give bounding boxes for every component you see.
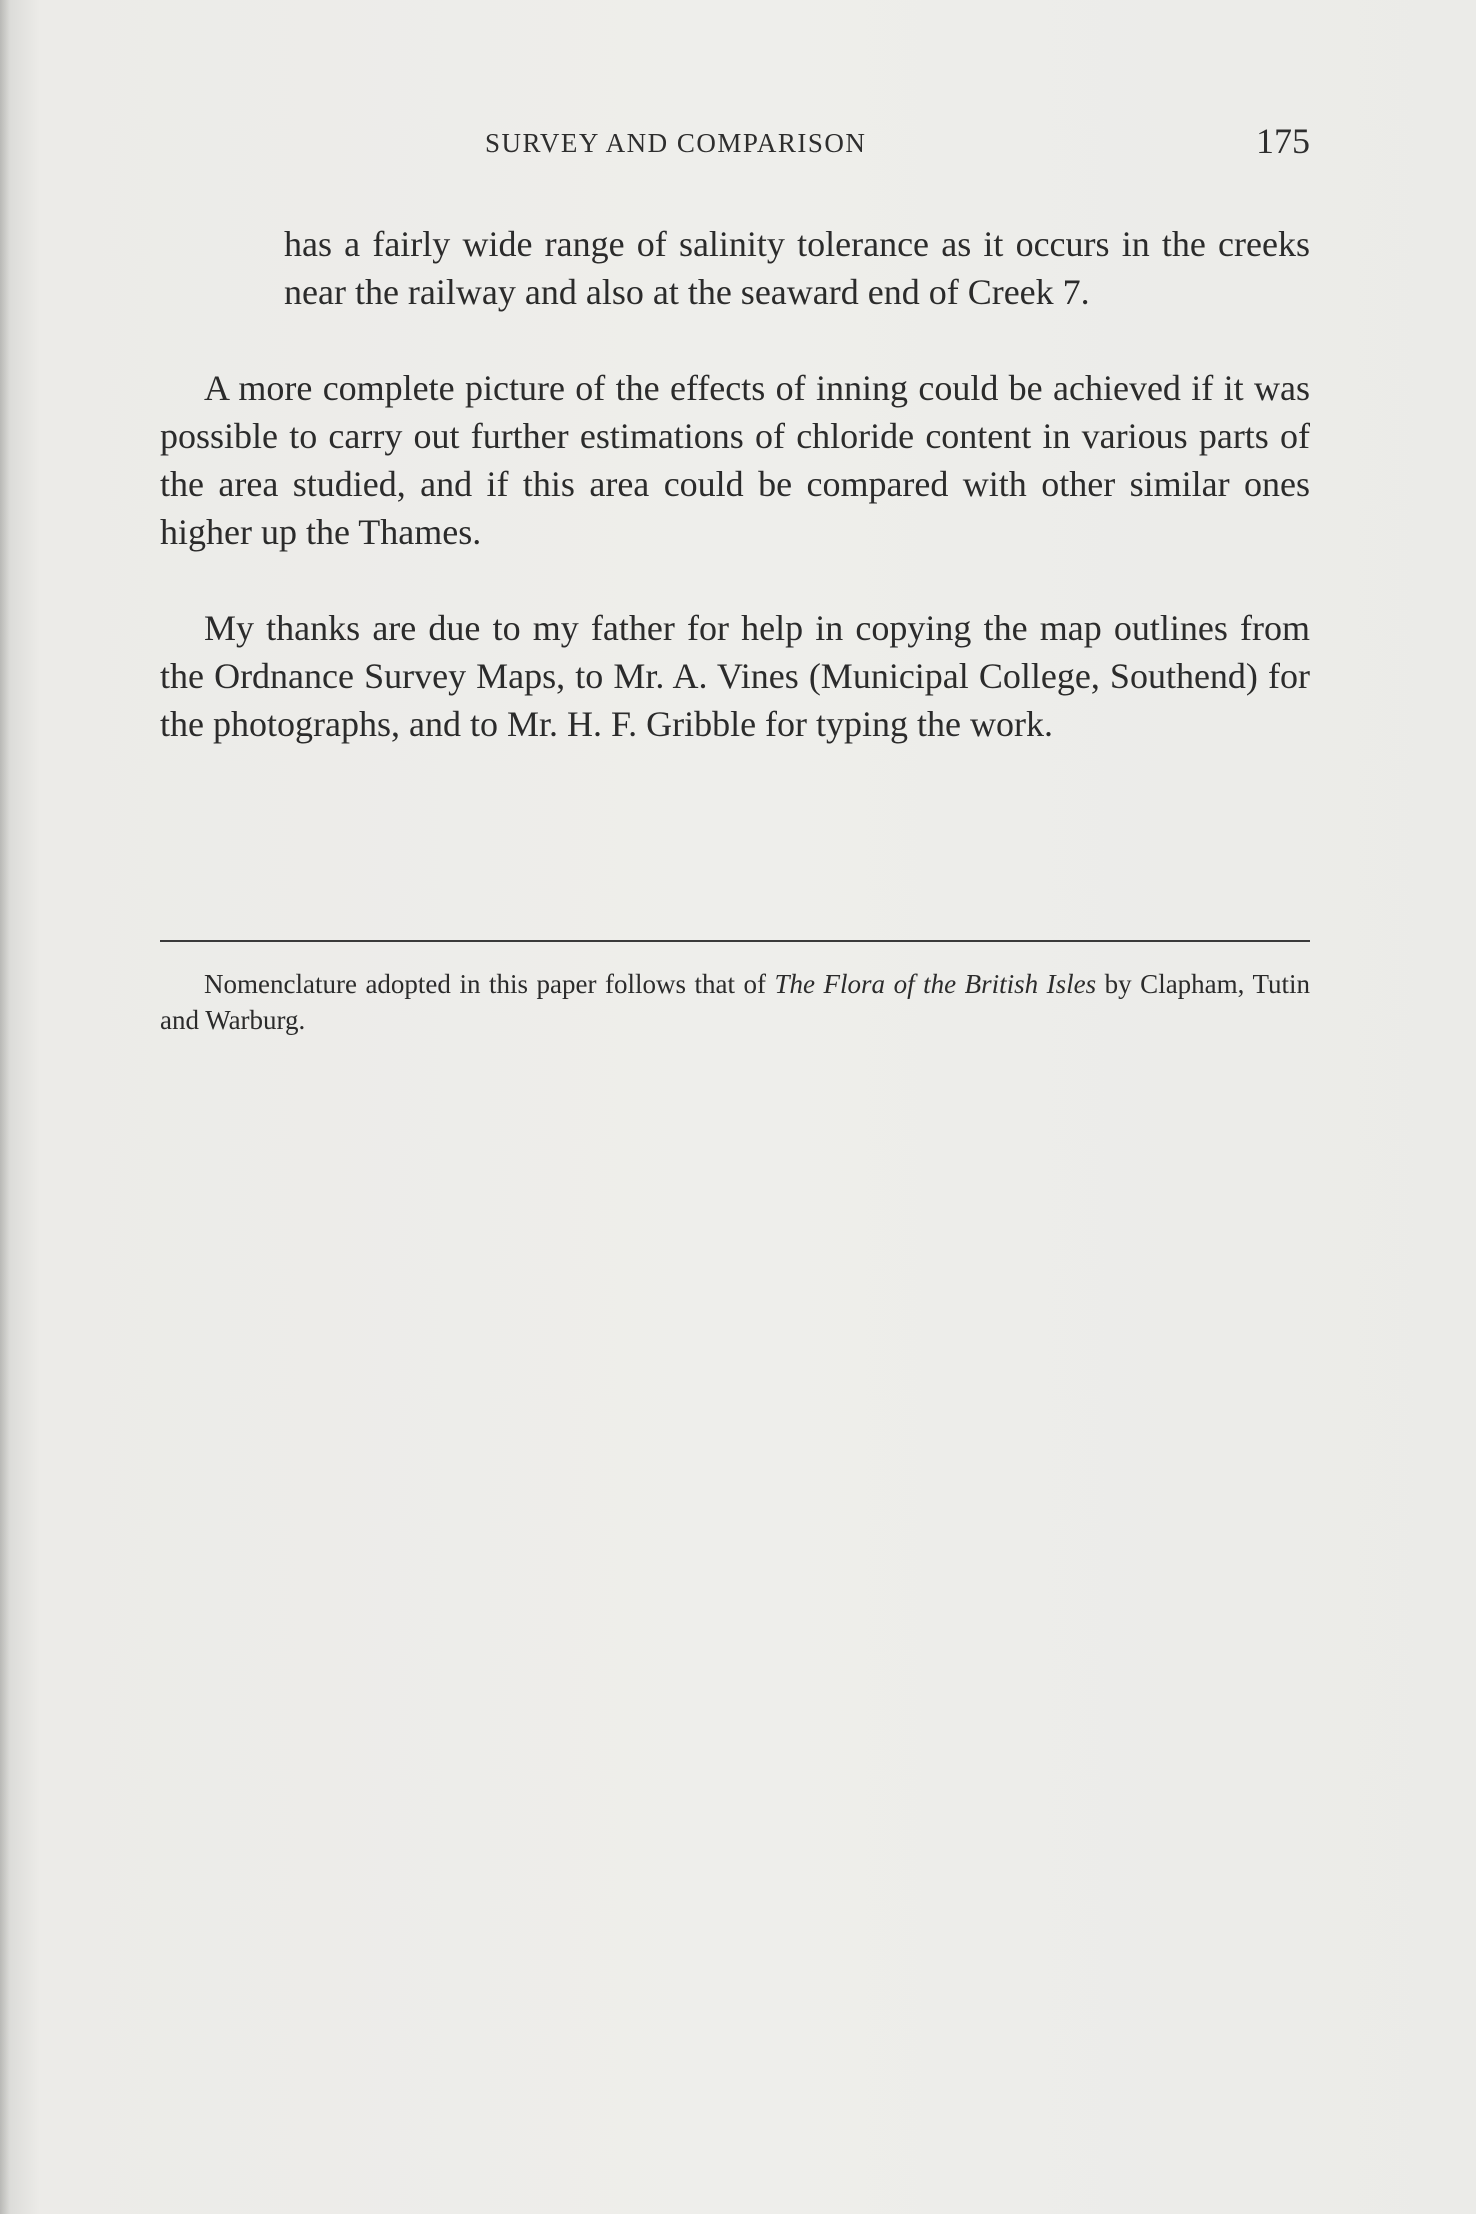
page-number: 175 <box>1256 121 1310 161</box>
footnote-tail: by Clapham, Tutin and Warburg. <box>160 969 1310 1035</box>
paragraph-acknowledgements: My thanks are due to my father for help in copying the map outlines from the Ordnance Survey Maps, to Mr. A. Vines (Municipal College, Southend) for the photographs, and to Mr. H. F. Gribble for typing the work. <box>160 608 1310 744</box>
footnote-lead: Nomenclature adopted in this paper follows that of <box>204 969 775 999</box>
running-title: SURVEY AND COMPARISON <box>485 128 867 158</box>
paragraph-inning: A more complete picture of the effects of inning could be achieved if it was possible to carry out further estimations of chloride content in various parts of the area studied, and if this area could be compared with other similar ones higher up the Thames. <box>160 368 1310 552</box>
continued-paragraph: has a fairly wide range of salinity tolerance as it occurs in the creeks near the railway and also at the seaward end of Creek 7. <box>284 224 1310 312</box>
footnote-rule <box>160 940 1310 942</box>
footnote <box>160 966 1310 1038</box>
footnote-book-title: The Flora of the British Isles <box>774 969 1097 999</box>
body-text <box>160 220 1310 748</box>
page-header <box>160 121 1310 168</box>
